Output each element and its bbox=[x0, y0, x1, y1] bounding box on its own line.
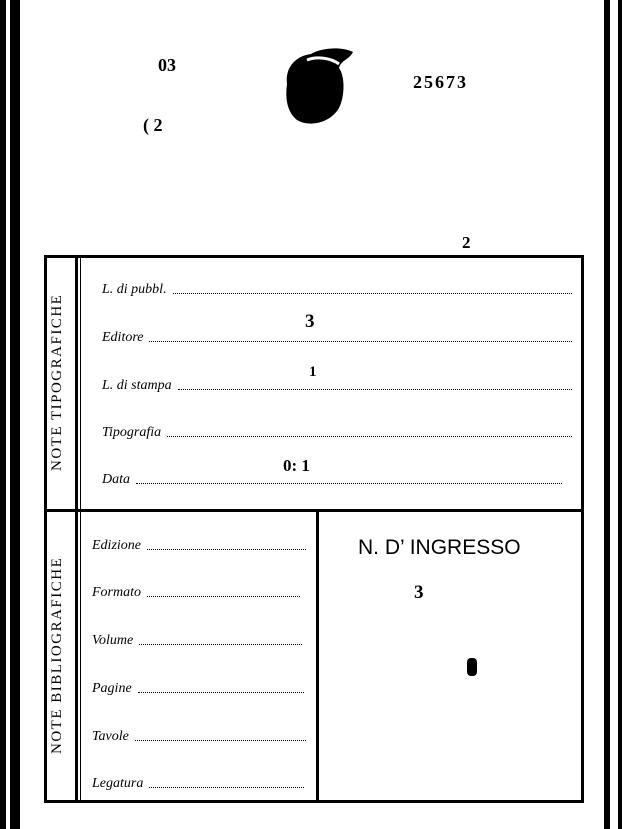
field-luogo-pubblicazione: L. di pubbl. bbox=[102, 282, 572, 298]
card-edge-left bbox=[6, 0, 10, 829]
mark-mid-left: ( 2 bbox=[143, 115, 163, 135]
luogo-stampa-value: 1 bbox=[309, 364, 317, 380]
field-tavole: Tavole bbox=[92, 729, 306, 745]
ink-spot bbox=[467, 658, 477, 676]
card-edge-right bbox=[610, 0, 618, 829]
field-formato: Formato bbox=[92, 585, 300, 601]
note-bibliografiche-title: NOTE BIBLIOGRAFICHE bbox=[49, 556, 65, 754]
field-luogo-stampa: L. di stampa bbox=[102, 378, 572, 394]
field-edizione: Edizione bbox=[92, 538, 306, 554]
divider-tipografiche-thin bbox=[80, 258, 81, 511]
divider-bibliografiche bbox=[75, 512, 78, 802]
field-pagine: Pagine bbox=[92, 681, 304, 697]
ingresso-title: N. D’ INGRESSO bbox=[358, 536, 521, 559]
note-tipografiche-title: NOTE TIPOGRAFICHE bbox=[49, 293, 65, 471]
ink-blot bbox=[283, 46, 355, 126]
section-separator bbox=[44, 509, 584, 512]
divider-ingresso bbox=[316, 512, 319, 802]
field-legatura: Legatura bbox=[92, 776, 304, 792]
field-volume: Volume bbox=[92, 633, 302, 649]
field-data: Data bbox=[102, 472, 562, 488]
editore-value: 3 bbox=[305, 311, 315, 332]
field-tipografia: Tipografia bbox=[102, 425, 572, 441]
divider-tipografiche bbox=[75, 258, 78, 511]
divider-bibliografiche-thin bbox=[80, 512, 81, 802]
data-value: 0: 1 bbox=[283, 456, 310, 475]
ingresso-value: 3 bbox=[414, 582, 424, 603]
accession-number: 25673 bbox=[413, 72, 468, 92]
mark-above-box: 2 bbox=[462, 233, 471, 252]
mark-top-left: 03 bbox=[158, 55, 176, 75]
field-editore: Editore bbox=[102, 330, 572, 346]
